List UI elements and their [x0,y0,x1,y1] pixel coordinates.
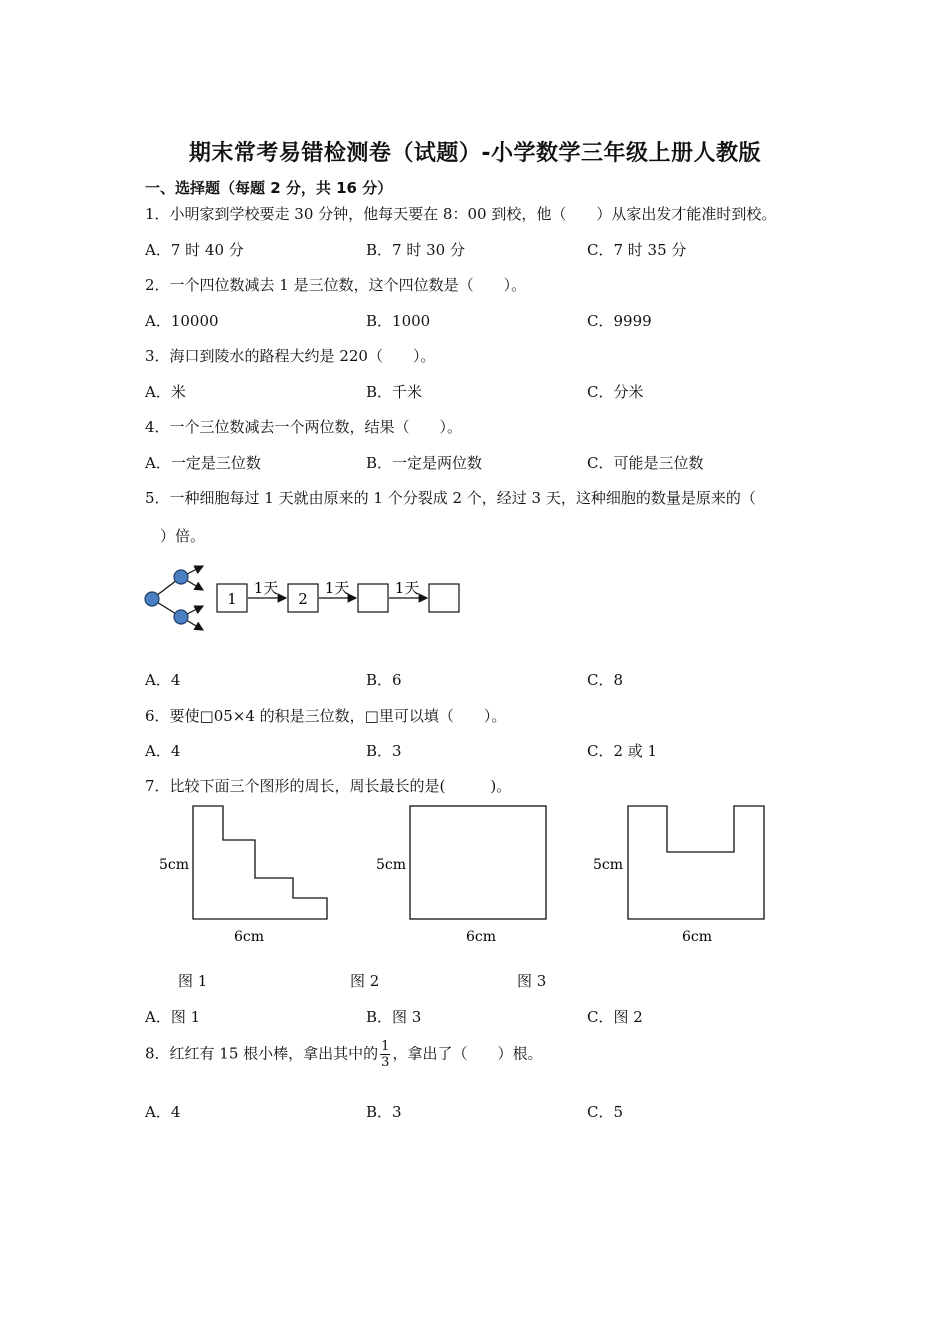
diagram-box-3 [358,584,388,612]
q7-option-a: A．图 1 [145,1008,201,1026]
question-7: 7．比较下面三个图形的周长，周长最长的是( )。 [145,777,512,795]
q2-option-b: B．1000 [366,312,431,330]
page-title: 期末常考易错检测卷（试题）-小学数学三年级上册人教版 [188,141,762,166]
figure-1-caption: 图 1 [178,972,208,990]
section-heading: 一、选择题（每题 2 分，共 16 分） [145,179,393,197]
figure-1-height-label: 5cm [159,857,190,873]
fraction-denominator: 3 [381,1055,390,1070]
q6-option-a: A．4 [145,742,181,760]
figure-3-height-label: 5cm [593,857,624,873]
figure-3-u-shape [628,806,764,919]
question-3: 3．海口到陵水的路程大约是 220（ ）。 [145,347,436,365]
q1-option-a: A．7 时 40 分 [145,241,244,259]
figure-3-caption: 图 3 [517,972,547,990]
q4-option-c: C．可能是三位数 [587,454,704,472]
question-6: 6．要使□05×4 的积是三位数，□里可以填（ ）。 [145,707,507,725]
figure-2-height-label: 5cm [376,857,407,873]
q7-option-b: B．图 3 [366,1008,422,1026]
q8-option-b: B．3 [366,1103,402,1121]
q6-option-b: B．3 [366,742,402,760]
q4-option-b: B．一定是两位数 [366,454,483,472]
q3-option-a: A．米 [145,383,186,401]
cell-division-diagram [140,560,470,640]
q7-option-c: C．图 2 [587,1008,643,1026]
q1-option-b: B．7 时 30 分 [366,241,465,259]
question-2: 2．一个四位数减去 1 是三位数，这个四位数是（ ）。 [145,276,527,294]
question-5-continued: ）倍。 [145,527,206,545]
q3-option-b: B．千米 [366,383,423,401]
figure-3-width-label: 6cm [682,929,713,945]
figure-1-staircase [193,806,327,919]
diagram-arrow-label-2: 1天 [324,579,350,597]
question-8-text-after: ，拿出了（ ）根。 [392,1044,543,1063]
perimeter-figures [150,800,790,950]
diagram-box-2: 2 [298,590,308,608]
q5-option-c: C．8 [587,671,624,689]
diagram-box-1: 1 [227,590,237,608]
question-5: 5．一种细胞每过 1 天就由原来的 1 个分裂成 2 个，经过 3 天，这种细胞的数量是原来的（ [145,489,756,507]
cell-tree [145,566,203,630]
figure-1-width-label: 6cm [234,929,265,945]
q5-option-b: B．6 [366,671,402,689]
q6-option-c: C．2 或 1 [587,742,658,760]
q3-option-c: C．分米 [587,383,644,401]
fraction-numerator: 1 [381,1039,390,1054]
diagram-box-4 [429,584,459,612]
q8-option-a: A．4 [145,1103,181,1121]
question-8 [145,1039,542,1070]
q2-option-c: C．9999 [587,312,652,330]
figure-2-rectangle [410,806,546,919]
question-1: 1．小明家到学校要走 30 分钟，他每天要在 8：00 到校，他（ ）从家出发才能准时到校。 [145,205,777,223]
q8-option-c: C．5 [587,1103,624,1121]
q4-option-a: A．一定是三位数 [145,454,261,472]
diagram-arrow-label-1: 1天 [253,579,279,597]
question-8-text-before: 8．红红有 15 根小棒，拿出其中的 [145,1044,379,1063]
q2-option-a: A．10000 [145,312,219,330]
q1-option-c: C．7 时 35 分 [587,241,687,259]
question-4: 4．一个三位数减去一个两位数，结果（ ）。 [145,418,463,436]
diagram-arrow-label-3: 1天 [394,579,420,597]
figure-2-caption: 图 2 [350,972,380,990]
figure-2-width-label: 6cm [466,929,497,945]
fraction-one-third [380,1039,390,1070]
q5-option-a: A．4 [145,671,181,689]
